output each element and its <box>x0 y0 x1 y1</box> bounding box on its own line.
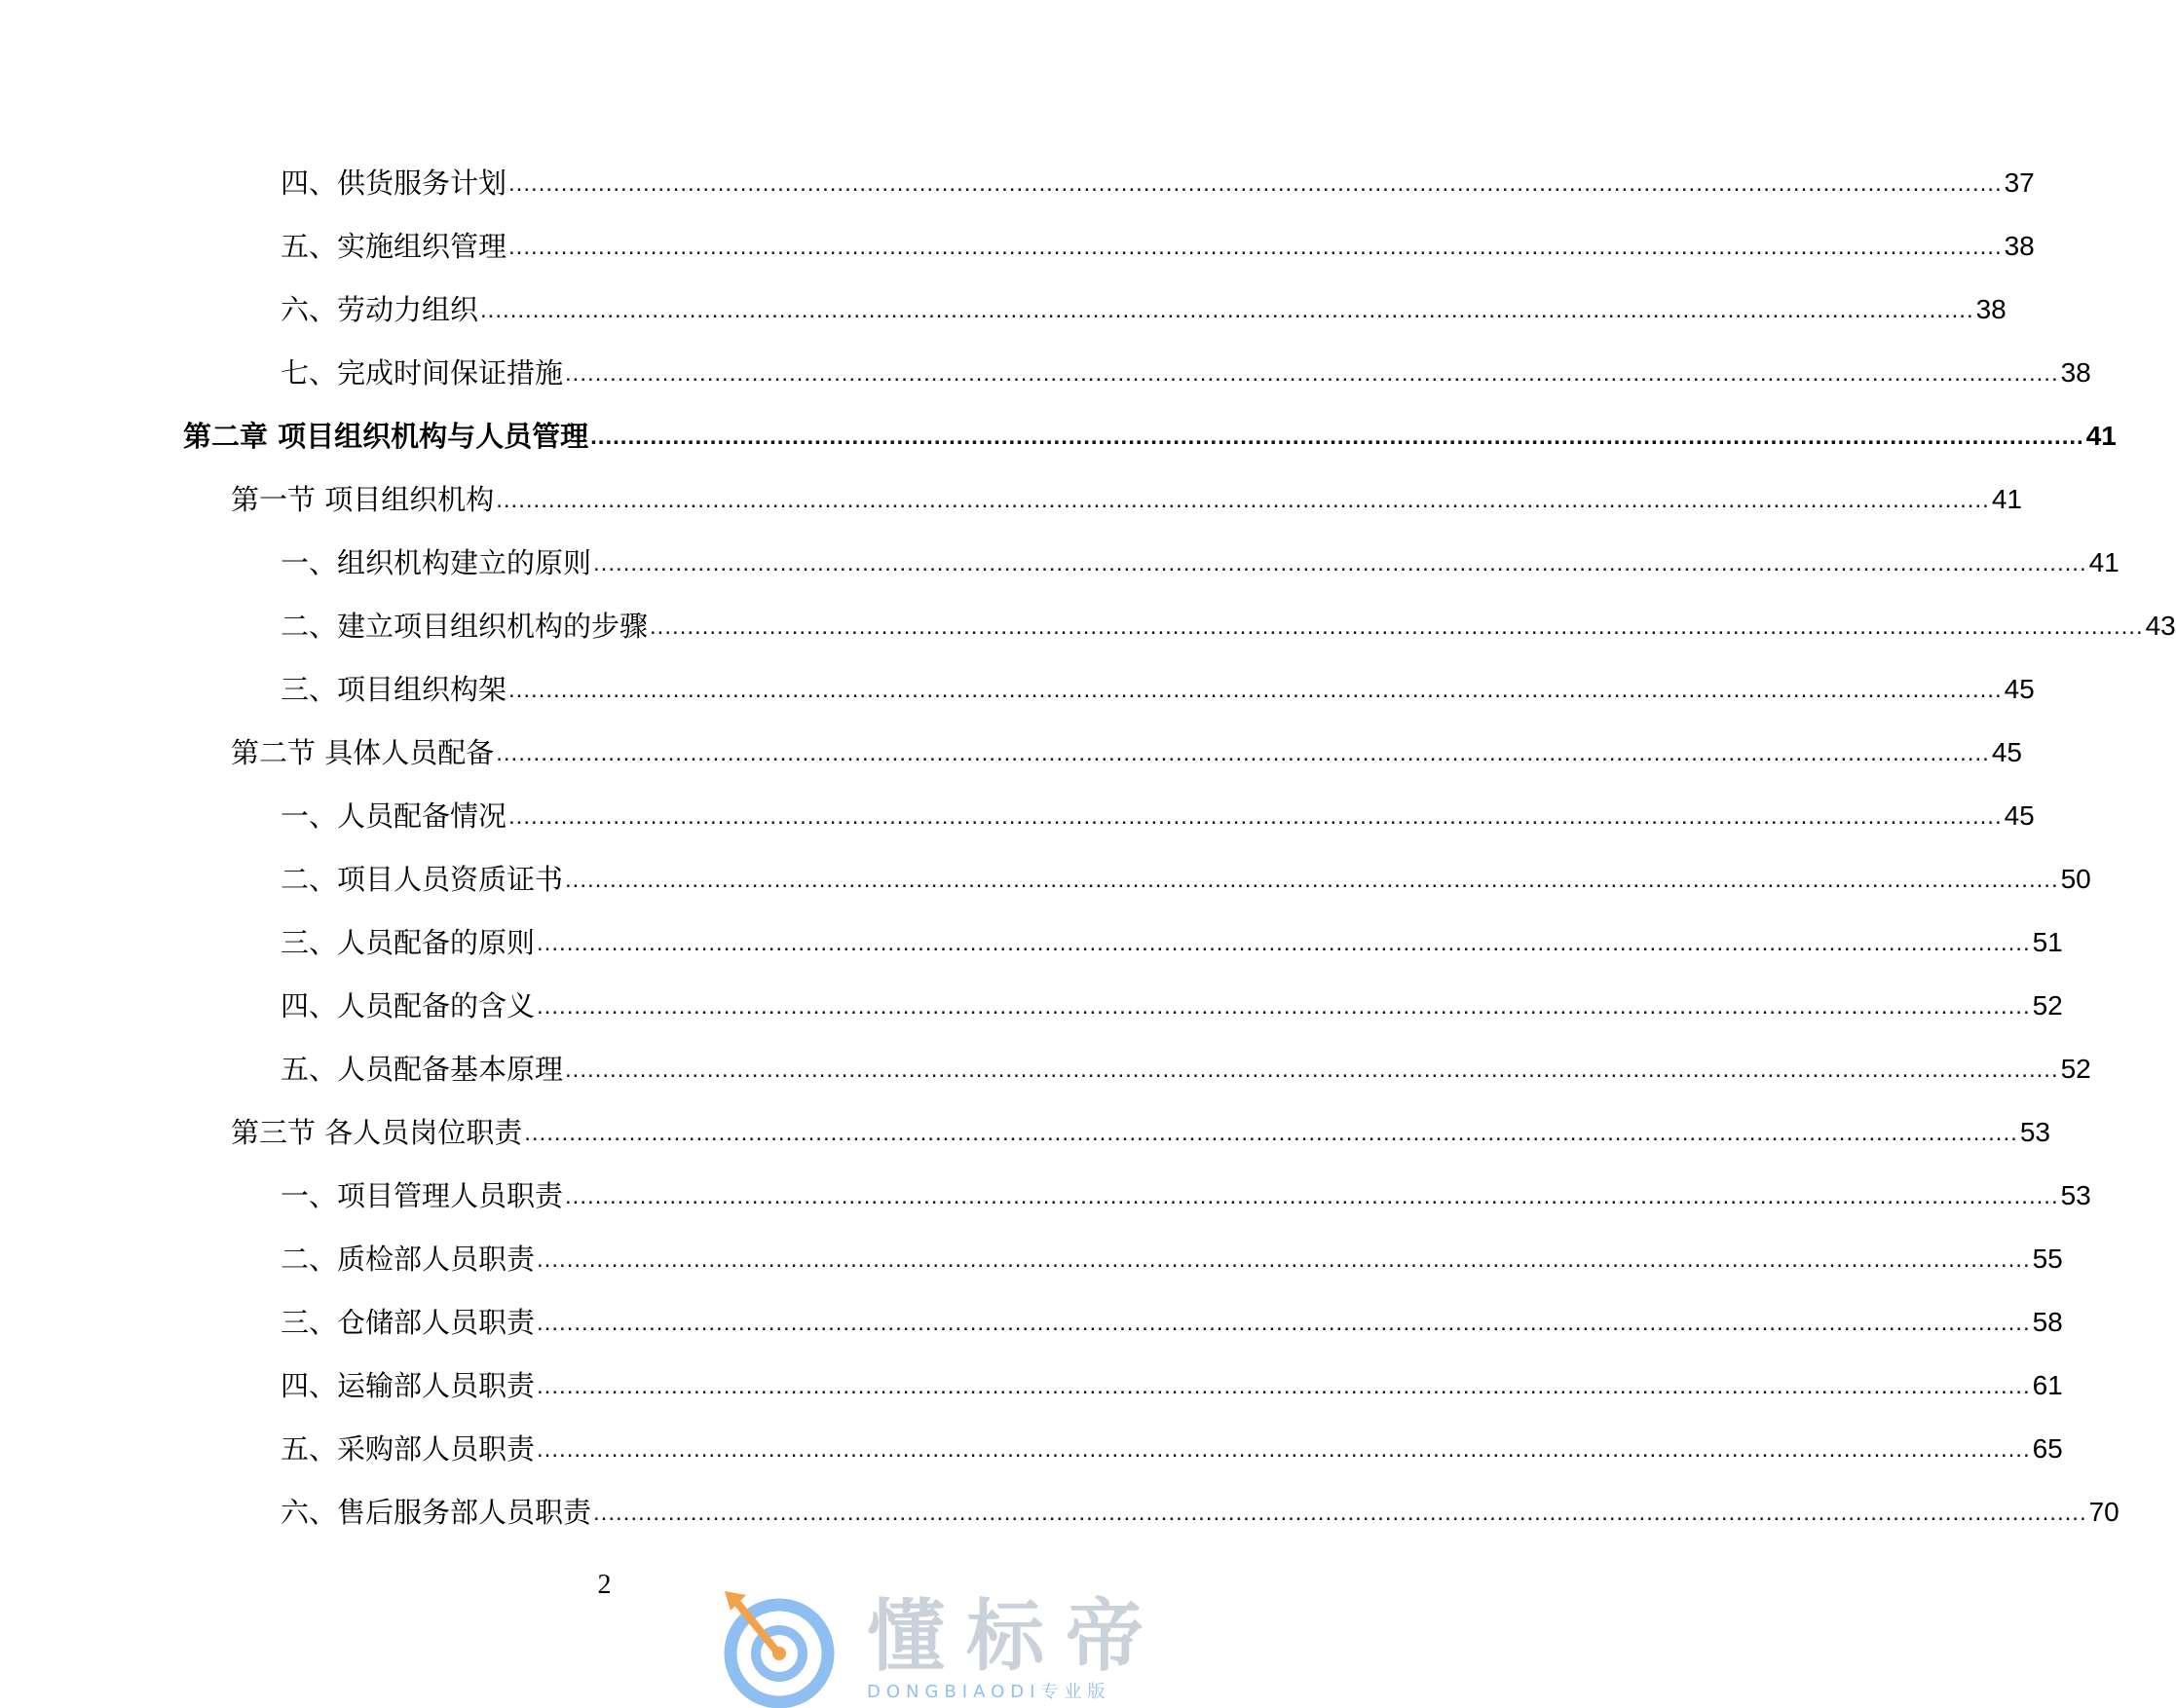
toc-entry[interactable] <box>281 984 2063 1027</box>
toc-dot-leader: ........................................................................................................................................................................................................ <box>496 487 1990 513</box>
toc-entry-page: 38 <box>2004 231 2035 261</box>
toc-dot-leader: ........................................................................................................................................................................................................ <box>537 1436 2031 1463</box>
toc-entry[interactable] <box>281 1428 2063 1470</box>
toc-entry[interactable] <box>281 352 2091 394</box>
toc-entry-title: 二、建立项目组织机构的步骤 <box>281 610 649 643</box>
toc-dot-leader: ........................................................................................................................................................................................................ <box>537 1246 2031 1273</box>
toc-entry-page: 53 <box>2060 1180 2091 1210</box>
toc-entry-page: 37 <box>2004 167 2035 198</box>
toc-entry-page: 41 <box>2085 421 2117 451</box>
toc-dot-leader: ........................................................................................................................................................................................................ <box>593 1500 2087 1526</box>
toc-entry-page: 45 <box>1991 737 2022 767</box>
toc-entry-title: 三、项目组织构架 <box>281 673 507 706</box>
toc-entry-title: 六、售后服务部人员职责 <box>281 1496 592 1529</box>
toc-chapter-entry[interactable] <box>183 415 2117 458</box>
toc-entry-title: 二、质检部人员职责 <box>281 1243 536 1276</box>
toc-dot-leader: ........................................................................................................................................................................................................ <box>565 360 2059 387</box>
toc-dot-leader: ........................................................................................................................................................................................................ <box>508 803 2003 830</box>
toc-entry-title: 二、项目人员资质证书 <box>281 863 564 896</box>
toc-entry-page: 41 <box>2088 547 2120 577</box>
toc-entry-page: 53 <box>2019 1117 2050 1147</box>
toc-entry[interactable] <box>281 1491 2120 1534</box>
toc-entry-title: 四、供货服务计划 <box>281 167 507 200</box>
toc-entry-title: 一、人员配备情况 <box>281 799 507 833</box>
toc-entry-page: 55 <box>2032 1244 2063 1274</box>
toc-dot-leader: ........................................................................................................................................................................................................ <box>537 1310 2031 1336</box>
toc-entry[interactable] <box>281 1174 2091 1217</box>
toc-entry-page: 41 <box>1991 484 2022 514</box>
toc-entry-title: 第一节 项目组织机构 <box>231 483 495 516</box>
page-number: 2 <box>597 1570 612 1600</box>
target-arrow-icon <box>721 1589 840 1708</box>
toc-entry-page: 61 <box>2032 1370 2063 1400</box>
toc-entry-page: 52 <box>2060 1054 2091 1084</box>
watermark-subtitle: DONGBIAODI专业版 <box>867 1682 1111 1702</box>
toc-dot-leader: ........................................................................................................................................................................................................ <box>508 170 2003 197</box>
toc-entry-title: 三、仓储部人员职责 <box>281 1306 536 1339</box>
toc-entry-title: 三、人员配备的原则 <box>281 926 536 959</box>
toc-dot-leader: ........................................................................................................................................................................................................ <box>537 930 2031 956</box>
toc-entry[interactable] <box>281 795 2035 837</box>
toc-entry-title: 第二章 项目组织机构与人员管理 <box>183 420 589 453</box>
toc-dot-leader: ........................................................................................................................................................................................................ <box>537 993 2031 1020</box>
toc-entry-page: 51 <box>2032 927 2063 957</box>
toc-entry[interactable] <box>281 605 2176 648</box>
toc-entry[interactable] <box>281 1048 2091 1091</box>
toc-entry-page: 52 <box>2032 990 2063 1021</box>
toc-entry-page: 45 <box>2004 674 2035 704</box>
watermark-name: 懂标帝 <box>867 1591 1165 1682</box>
toc-dot-leader: ........................................................................................................................................................................................................ <box>537 1373 2031 1399</box>
toc-entry[interactable] <box>281 288 2007 331</box>
toc-dot-leader: ........................................................................................................................................................................................................ <box>508 234 2003 260</box>
toc-dot-leader: ........................................................................................................................................................................................................ <box>565 1183 2059 1209</box>
toc-dot-leader: ........................................................................................................................................................................................................ <box>480 297 1974 323</box>
toc-dot-leader: ........................................................................................................................................................................................................ <box>565 1057 2059 1083</box>
toc-section-entry[interactable] <box>231 1111 2050 1154</box>
toc-entry-page: 50 <box>2060 864 2091 894</box>
toc-entry-title: 第三节 各人员岗位职责 <box>231 1116 523 1149</box>
toc-entry[interactable] <box>281 668 2035 711</box>
toc-entry-title: 五、实施组织管理 <box>281 230 507 263</box>
toc-entry-page: 70 <box>2088 1497 2120 1527</box>
toc-entry[interactable] <box>281 225 2035 268</box>
watermark-logo <box>721 1589 1198 1708</box>
toc-dot-leader: ........................................................................................................................................................................................................ <box>650 613 2144 640</box>
toc-dot-leader: ........................................................................................................................................................................................................ <box>593 550 2087 576</box>
toc-dot-leader: ........................................................................................................................................................................................................ <box>496 740 1990 766</box>
toc-entry-title: 五、采购部人员职责 <box>281 1432 536 1466</box>
toc-entry-page: 43 <box>2145 611 2176 641</box>
toc-section-entry[interactable] <box>231 478 2022 521</box>
toc-entry-title: 四、人员配备的含义 <box>281 989 536 1022</box>
toc-dot-leader: ........................................................................................................................................................................................................ <box>565 867 2059 893</box>
toc-entry-page: 45 <box>2004 800 2035 831</box>
toc-entry-page: 58 <box>2032 1307 2063 1337</box>
toc-entry-title: 第二节 具体人员配备 <box>231 736 495 769</box>
toc-entry-page: 38 <box>2060 357 2091 388</box>
toc-entry-title: 六、劳动力组织 <box>281 293 479 326</box>
toc-dot-leader: ........................................................................................................................................................................................................ <box>508 677 2003 703</box>
toc-section-entry[interactable] <box>231 731 2022 774</box>
toc-entry-title: 四、运输部人员职责 <box>281 1369 536 1402</box>
toc-dot-leader: ........................................................................................................................................................................................................ <box>524 1120 2018 1146</box>
toc-dot-leader: ........................................................................................................................................................................................................ <box>590 424 2084 450</box>
toc-entry-title: 五、人员配备基本原理 <box>281 1053 564 1086</box>
toc-entry-page: 65 <box>2032 1433 2063 1464</box>
toc-entry[interactable] <box>281 921 2063 964</box>
toc-entry[interactable] <box>281 162 2035 204</box>
toc-entry[interactable] <box>281 1364 2063 1407</box>
toc-entry-title: 一、组织机构建立的原则 <box>281 546 592 579</box>
toc-entry-title: 七、完成时间保证措施 <box>281 356 564 390</box>
toc-entry-title: 一、项目管理人员职责 <box>281 1179 564 1212</box>
toc-entry-page: 38 <box>1975 294 2007 324</box>
toc-entry[interactable] <box>281 541 2120 584</box>
toc-entry[interactable] <box>281 1238 2063 1281</box>
toc-entry[interactable] <box>281 858 2091 901</box>
toc-entry[interactable] <box>281 1301 2063 1344</box>
